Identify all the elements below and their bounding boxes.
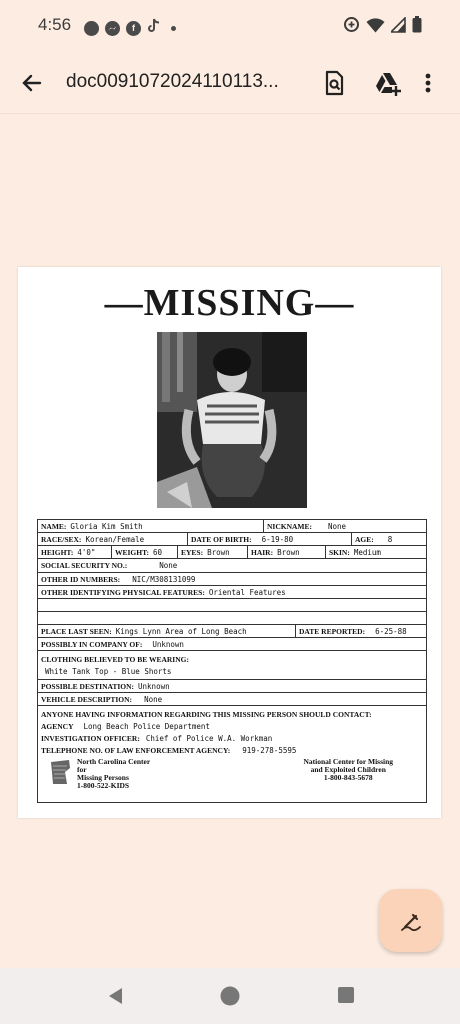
app-bar (0, 52, 460, 114)
features-value: Oriental Features (208, 587, 286, 597)
destination-label: POSSIBLE DESTINATION: (41, 681, 135, 691)
nav-recents-icon[interactable] (337, 986, 355, 1009)
navigation-bar (0, 968, 460, 1024)
officer-label: INVESTIGATION OFFICER: (41, 733, 140, 743)
nc-center-block (49, 758, 150, 790)
dob-label: DATE OF BIRTH: (191, 534, 252, 544)
ncmec-line: National Center for Missing (303, 757, 393, 766)
age-value: 8 (387, 534, 393, 544)
officer-value: Chief of Police W.A. Workman (145, 733, 273, 743)
document-page[interactable] (18, 267, 441, 818)
eyes-value: Brown (207, 547, 230, 557)
ssn-value: None (159, 561, 178, 570)
other-id-label: OTHER ID NUMBERS: (41, 574, 121, 584)
blank-row (38, 599, 426, 611)
dot-icon (171, 26, 176, 31)
dob-value: 6-19-80 (261, 534, 294, 544)
agency-value: Long Beach Police Department (83, 721, 210, 731)
poster-title: —MISSING— (104, 282, 355, 324)
system-icons (343, 16, 422, 38)
nav-back-icon[interactable] (106, 986, 124, 1011)
phone-label: TELEPHONE NO. OF LAW ENFORCEMENT AGENCY: (41, 745, 231, 755)
race-label: RACE/SEX: (41, 534, 82, 544)
data-saver-icon (343, 16, 360, 38)
race-value: Korean/Female (85, 534, 145, 544)
wifi-icon (366, 17, 385, 38)
height-label: HEIGHT: (41, 547, 74, 557)
ssn-label: SOCIAL SECURITY NO.: (41, 561, 128, 570)
facebook-icon: f (126, 21, 141, 36)
name-value: Gloria Kim Smith (70, 521, 143, 531)
nav-home-icon[interactable] (220, 986, 240, 1011)
nickname-value: None (328, 521, 347, 531)
skin-value: Medium (353, 547, 381, 557)
clothing-label: CLOTHING BELIEVED TO BE WEARING: (41, 654, 189, 664)
document-title: doc0091072024110113... (66, 71, 279, 92)
agency-label: AGENCY (41, 721, 74, 731)
missing-person-form (37, 519, 427, 803)
status-time: 4:56 (38, 15, 72, 34)
nickname-label: NICKNAME: (267, 521, 312, 531)
skin-label: SKIN: (329, 547, 350, 557)
eyes-label: EYES: (181, 547, 204, 557)
find-in-page-icon[interactable] (320, 69, 348, 97)
ncmec-block (303, 758, 423, 782)
nc-state-logo-icon (49, 758, 71, 786)
add-to-drive-icon[interactable] (374, 69, 402, 97)
back-arrow-icon[interactable] (18, 69, 46, 97)
last-seen-label: PLACE LAST SEEN: (41, 626, 112, 636)
edit-fab-button[interactable] (379, 889, 442, 952)
weight-label: WEIGHT: (115, 547, 150, 557)
ncmec-line: and Exploited Children (310, 765, 386, 774)
hair-value: Brown (277, 547, 300, 557)
nc-center-line: North Carolina Center (77, 757, 151, 766)
name-label: NAME: (41, 521, 67, 531)
phone-value: 919-278-5595 (242, 745, 297, 755)
hair-label: HAIR: (251, 547, 274, 557)
reported-value: 6-25-88 (375, 626, 407, 636)
reported-label: DATE REPORTED: (299, 626, 366, 636)
ncmec-line: 1-800-843-5678 (323, 773, 373, 782)
status-bar (0, 0, 460, 52)
battery-icon (412, 16, 422, 38)
weight-value: 60 (153, 547, 163, 557)
messenger-icon (105, 21, 120, 36)
clothing-value: White Tank Top - Blue Shorts (45, 666, 172, 676)
message-icon (84, 21, 99, 36)
age-label: AGE: (355, 534, 374, 544)
company-label: POSSIBLY IN COMPANY OF: (41, 639, 143, 649)
blank-row (38, 612, 426, 624)
notification-icons (84, 18, 176, 38)
other-id-value: NIC/M308131099 (132, 574, 196, 584)
height-value: 4'0" (77, 547, 96, 557)
nc-center-line: for (77, 765, 87, 774)
missing-person-photo (157, 332, 307, 508)
vehicle-value: None (144, 694, 163, 704)
signal-icon (391, 17, 406, 38)
contact-label: ANYONE HAVING INFORMATION REGARDING THIS MISSING PERSON SHOULD CONTACT: (41, 709, 372, 719)
edit-pen-icon (399, 909, 423, 933)
nc-center-line: Missing Persons (77, 773, 129, 782)
vehicle-label: VEHICLE DESCRIPTION: (41, 694, 133, 704)
last-seen-value: Kings Lynn Area of Long Beach (115, 626, 247, 636)
more-vert-icon[interactable] (421, 69, 435, 97)
tiktok-icon (147, 18, 161, 38)
nc-center-line: 1-800-522-KIDS (77, 781, 130, 790)
features-label: OTHER IDENTIFYING PHYSICAL FEATURES: (41, 587, 205, 597)
destination-value: Unknown (138, 681, 170, 691)
company-value: Unknown (152, 639, 184, 649)
